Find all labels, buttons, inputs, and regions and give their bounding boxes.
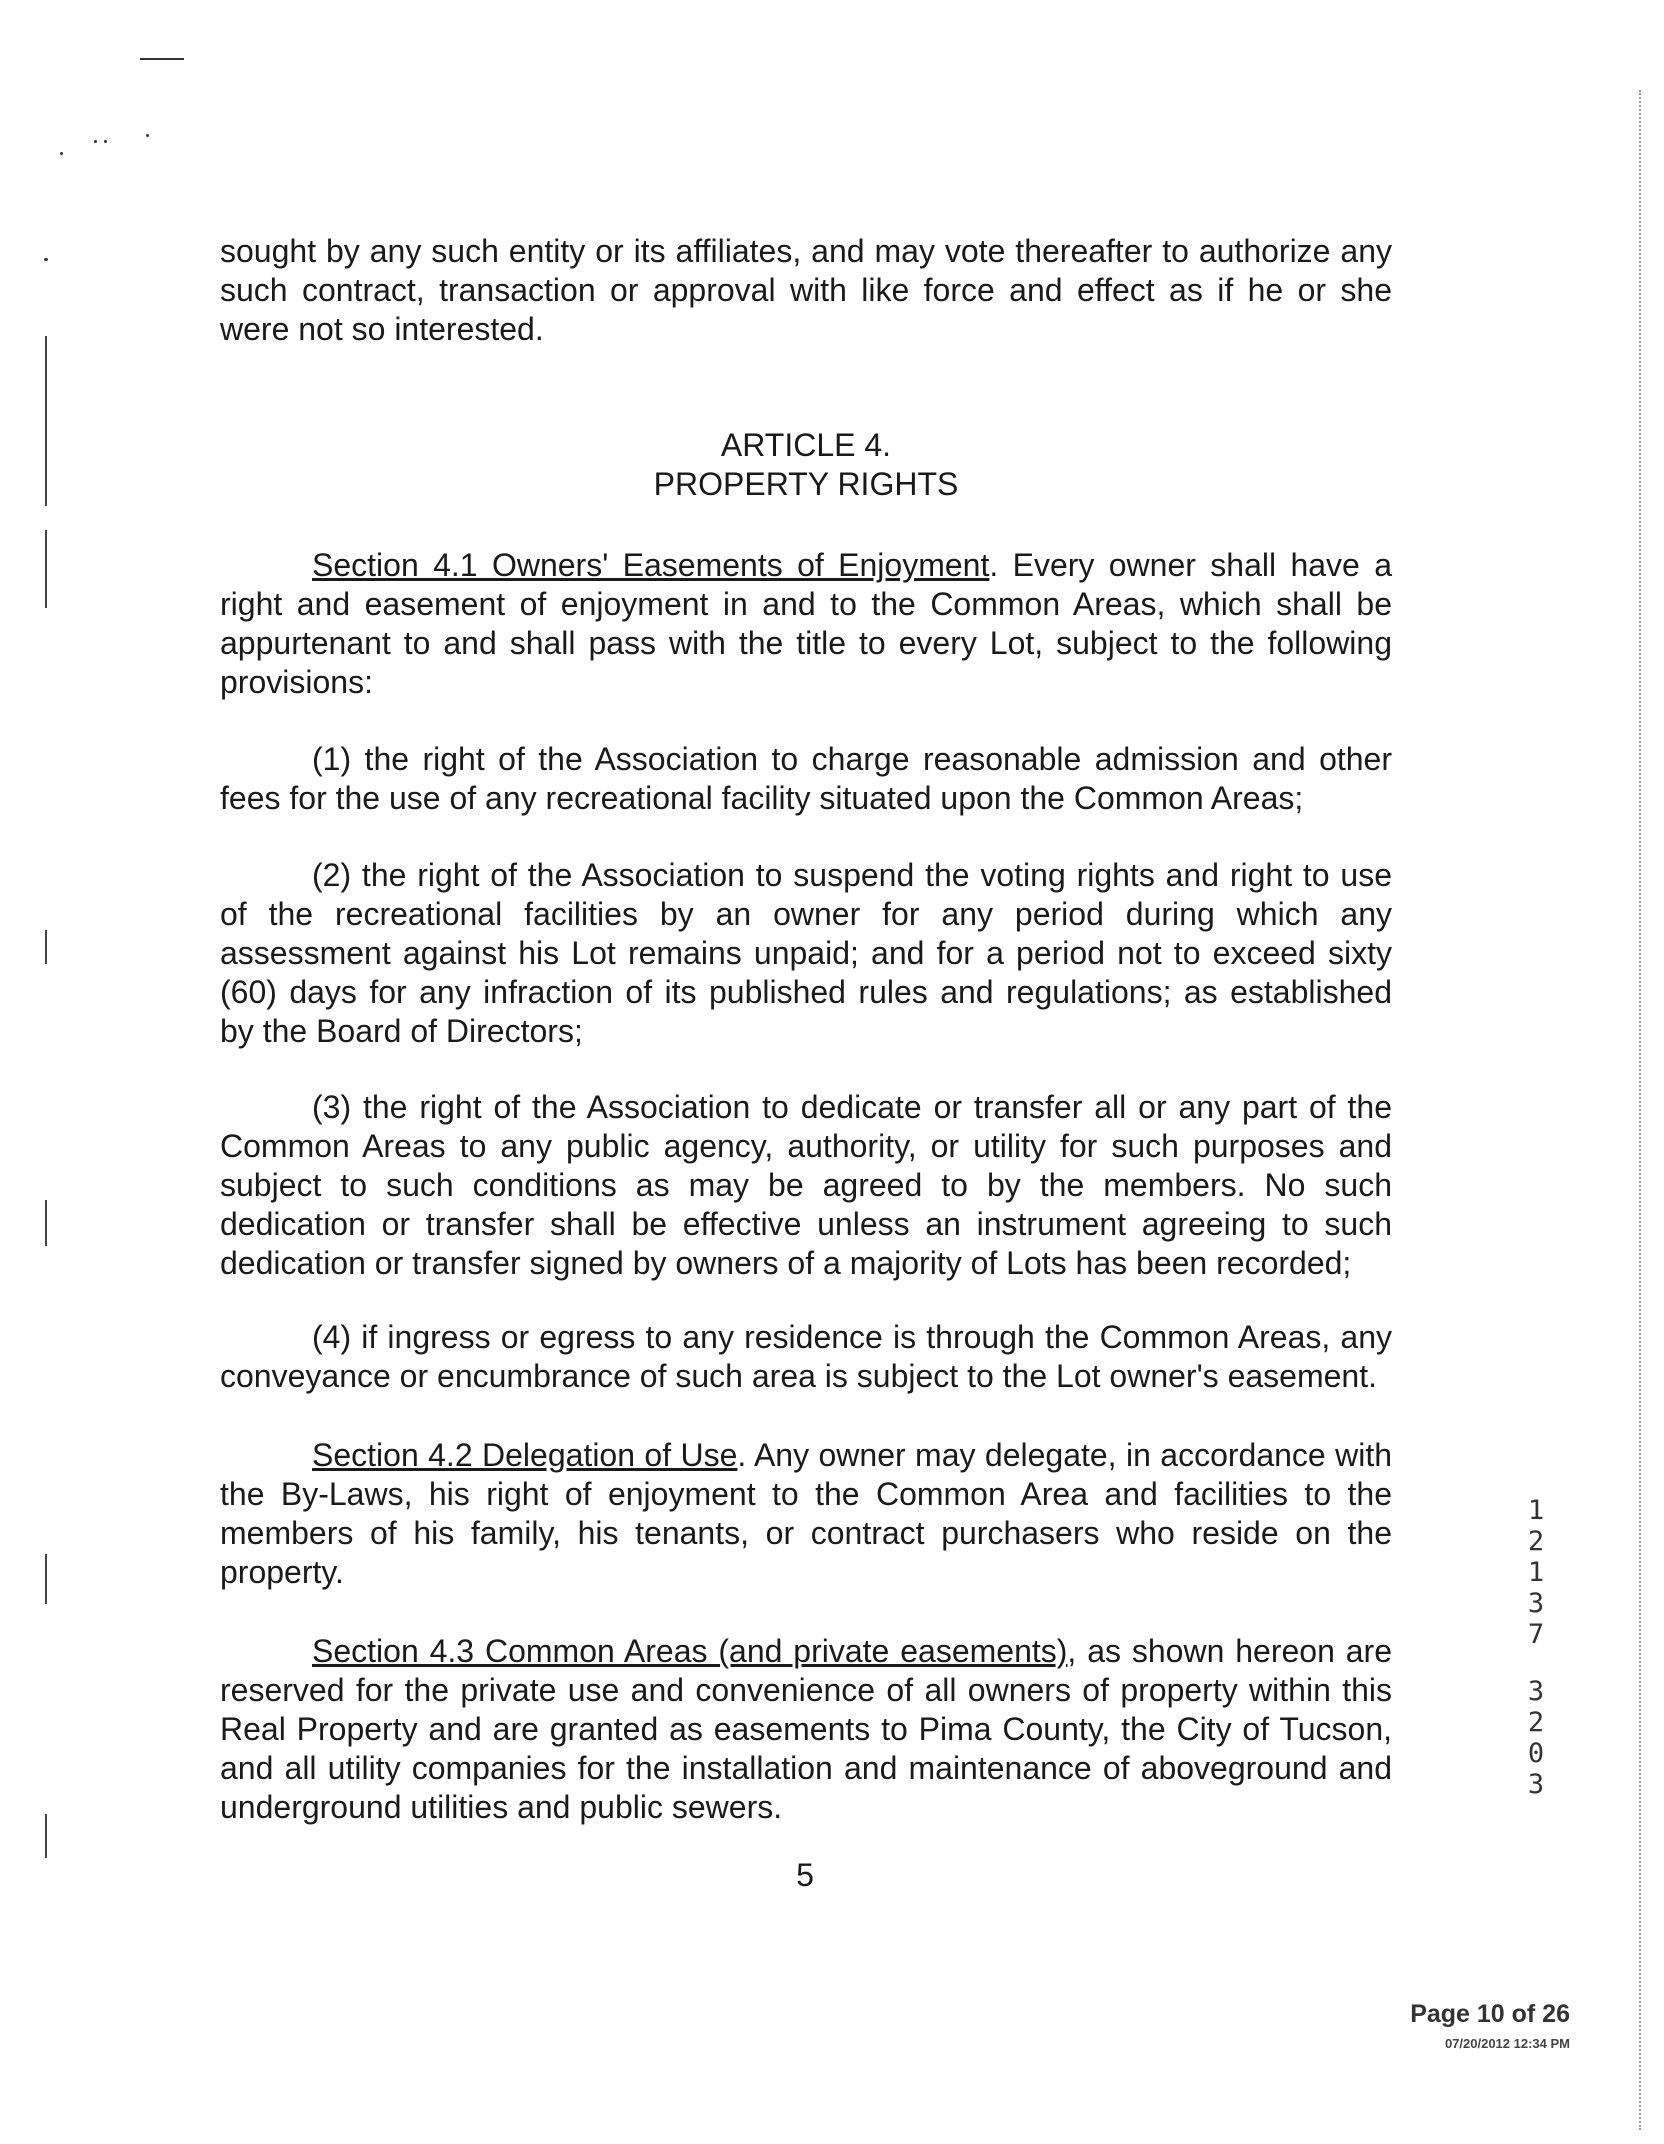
scan-margin-line <box>45 530 47 608</box>
page-number: 5 <box>796 1857 814 1893</box>
section-4-1-text: . Every owner shall have a right and easement of enjoyment in and to the Common Areas, which shall be appurtenant to and shall pass with the title to every Lot, subject to the following provisions: <box>220 547 1393 700</box>
footer-page-label: Page 10 of 26 <box>1410 2000 1570 2028</box>
article-heading <box>220 426 1392 504</box>
section-4-1 <box>220 546 1392 702</box>
recorder-number <box>1520 1495 1552 1800</box>
recorder-digit: 1 <box>1527 1557 1545 1588</box>
scan-margin-line <box>45 1814 47 1858</box>
section-4-3-heading: Section 4.3 Common Areas (and private easements) <box>312 1633 1068 1669</box>
footer-timestamp: 07/20/2012 12:34 PM <box>1444 2036 1570 2051</box>
recorder-digit: 7 <box>1527 1619 1545 1650</box>
article-title: PROPERTY RIGHTS <box>653 466 959 502</box>
recorder-gap <box>1520 1650 1552 1676</box>
scan-mark <box>140 58 184 60</box>
article-number: ARTICLE 4. <box>720 427 892 463</box>
section-4-2-text: . Any owner may delegate, in accordance with the By-Laws, his right of enjoyment to the Common Area and facilities to the members of his family, his tenants, or contract purchasers who reside on the property. <box>220 1437 1393 1590</box>
scan-speck <box>94 140 97 143</box>
scan-margin-line <box>45 1554 47 1604</box>
scan-speck <box>60 152 63 155</box>
recorder-digit: 2 <box>1527 1707 1545 1738</box>
scan-speck <box>44 258 48 261</box>
recorder-digit: 2 <box>1527 1526 1545 1557</box>
recorder-digit: 0 <box>1527 1738 1545 1769</box>
provision-3: (3) the right of the Association to dedicate or transfer all or any part of the Common Areas to any public agency, authority, or utility for such purposes and subject to such conditions as may be agreed to by the members. No such dedication or transfer shall be effective unless an instrument agreeing to such dedication or transfer signed by owners of a majority of Lots has been recorded; <box>220 1089 1392 1281</box>
section-4-3 <box>220 1632 1392 1827</box>
scan-speck <box>146 134 149 137</box>
section-4-3-text: , as shown hereon are reserved for the private use and convenience of all owners of property within this Real Property and are granted as easements to Pima County, the City of Tucson, and all utility companies for the installation and maintenance of aboveground and underground utilities and public sewers. <box>220 1633 1393 1825</box>
scan-right-edge <box>1639 90 1641 2130</box>
recorder-digit: 3 <box>1527 1769 1545 1800</box>
scan-margin-line <box>45 930 47 964</box>
provision-2: (2) the right of the Association to suspend the voting rights and right to use of the recreational facilities by an owner for any period during which any assessment against his Lot remains unpaid; and for a period not to exceed sixty (60) days for any infraction of its published rules and regulations; as established by the Board of Directors; <box>220 857 1392 1049</box>
section-4-2-heading: Section 4.2 Delegation of Use <box>312 1437 738 1473</box>
recorder-digit: 1 <box>1527 1495 1545 1526</box>
section-4-1-heading: Section 4.1 Owners' Easements of Enjoyment <box>312 547 990 583</box>
scan-speck <box>104 140 107 143</box>
recorder-digit: 3 <box>1527 1588 1545 1619</box>
continuation-paragraph: sought by any such entity or its affiliates, and may vote thereafter to authorize any such contract, transaction or approval with like force and effect as if he or she were not so interested. <box>220 233 1392 347</box>
recorder-digit: 3 <box>1527 1676 1545 1707</box>
provision-4: (4) if ingress or egress to any residence is through the Common Areas, any conveyance or encumbrance of such area is subject to the Lot owner's easement. <box>220 1319 1392 1394</box>
scan-margin-line <box>45 1200 47 1246</box>
section-4-2 <box>220 1436 1392 1592</box>
scan-margin-line <box>45 336 47 506</box>
provision-1: (1) the right of the Association to charge reasonable admission and other fees for the use of any recreational facility situated upon the Common Areas; <box>220 741 1392 816</box>
